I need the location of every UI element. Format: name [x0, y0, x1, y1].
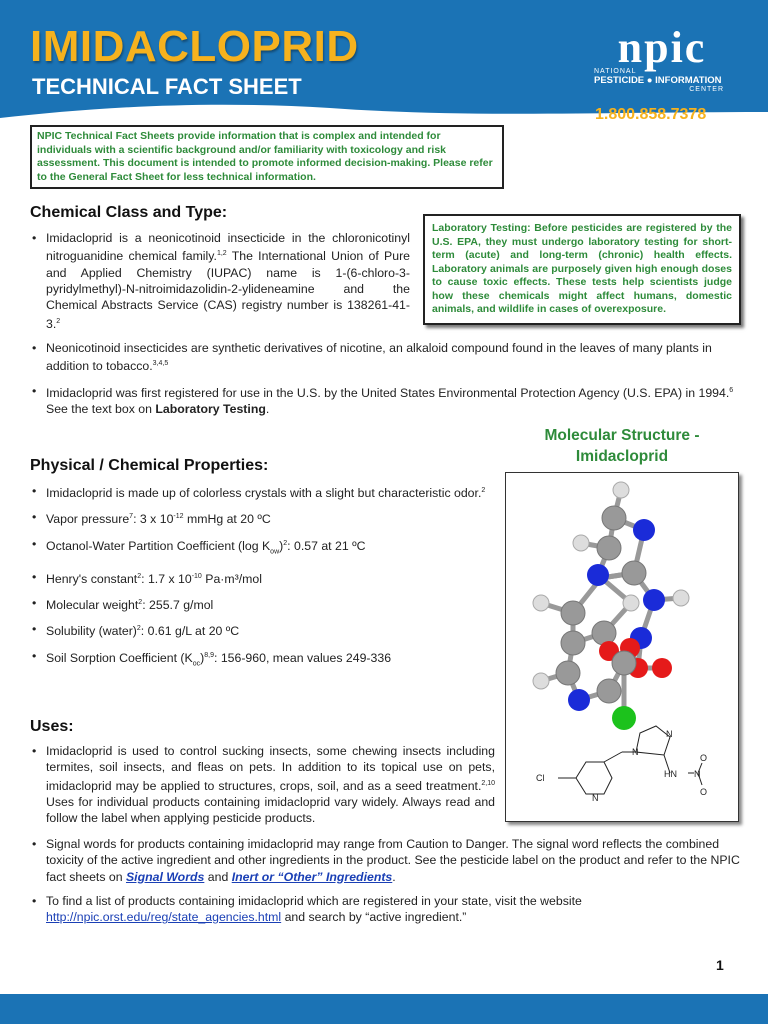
list-item: • Vapor pressure$^7$: 3 x $10^{-12}$ mmHg at 20 ºC	[30, 509, 495, 527]
list-item: • Solubility (water)$^2$: 0.61 g/L at 20 ºC	[30, 621, 495, 639]
signal-words-link[interactable]: Signal Words	[125, 869, 205, 884]
list-item: • Imidacloprid was first registered for use in the U.S. by the United States Environmental Protection Agency (U.S. EPA) in 1994.$^6$ See the text box on Laboratory Testing.	[30, 383, 740, 418]
atom-n-ring1: N	[632, 747, 639, 757]
molecular-structure-image	[505, 472, 739, 822]
list-item: • Imidacloprid is used to control sucking insects, some chewing insects including termites, soil insects, and fleas on pets. In addition to its topical use on pets, imidacloprid may be applied to structures, crops, soil, and as a seed treatment.$^{2,10}$ Uses for individual products containing imidacloprid vary widely. Always read and follow the label when applying pesticide products.	[30, 743, 495, 827]
molecular-structure-title: Molecular Structure - Imidacloprid	[544, 427, 700, 465]
logo-sub-center: CENTER	[689, 86, 724, 93]
laboratory-testing-box: Laboratory Testing: Before pesticides are registered by the U.S. EPA, they must undergo laboratory testing for short-term (acute) and long-term (chronic) health effects. Laboratory animals are purposely given high enough doses to cause toxic effects. These tests help scientists judge how these chemicals might affect humans, domestic animals, and wildlife in cases of overexposure.	[423, 214, 741, 325]
uses-list-a	[30, 743, 495, 835]
list-item: • Neonicotinoid insecticides are synthetic derivatives of nicotine, an alkaloid compound found in the leaves of many plants in addition to tobacco.$^{3,4,5}$	[30, 340, 740, 375]
atom-n-pyridine: N	[592, 793, 599, 803]
header-banner	[0, 0, 768, 130]
atom-cl: Cl	[536, 773, 545, 783]
physical-properties-heading: Physical / Chemical Properties:	[30, 457, 269, 474]
state-agencies-link[interactable]: http://npic.orst.edu/reg/state_agencies.html	[46, 910, 282, 925]
uses-list-b	[30, 836, 740, 933]
page-title: IMIDACLOPRID	[30, 22, 359, 71]
chemical-class-heading: Chemical Class and Type:	[30, 204, 228, 221]
phone-number[interactable]: 1.800.858.7378	[595, 106, 707, 123]
atom-o2: O	[700, 787, 708, 797]
list-item: • Signal words for products containing imidacloprid may range from Caution to Danger. The signal word reflects the combined toxicity of the active ingredient and other ingredients in the product. See the pesticide label on the product and refer to the NPIC fact sheets on Signal Words and Inert or “Other” Ingredients.	[30, 836, 740, 885]
footer-bar	[0, 994, 768, 1024]
list-item: • To find a list of products containing imidacloprid which are registered in your state, visit the website http://npic.orst.edu/reg/state_agencies.html and search by “active ingredient.”	[30, 893, 740, 926]
list-item: • Henry's constant$^2$: 1.7 x $10^{-10}$ Pa·m³/mol	[30, 569, 495, 587]
atom-o1: O	[700, 753, 708, 763]
list-item: • Imidacloprid is made up of colorless crystals with a slight but characteristic odor.$^2$	[30, 483, 495, 501]
intro-notice-box: NPIC Technical Fact Sheets provide information that is complex and intended for individuals with a scientific background and/or familiarity with toxicology and risk assessment. This document is intended to promote informed decision-making. Please refer to the General Fact Sheet for less technical information.	[30, 125, 504, 189]
page-number: 1	[716, 957, 724, 973]
atom-n-nitro: N	[694, 769, 701, 779]
logo-text: npic	[617, 23, 707, 72]
inert-ingredients-link[interactable]: Inert or “Other” Ingredients	[231, 869, 393, 884]
molecule-3d-model	[506, 473, 738, 821]
atom-hn: HN	[664, 769, 677, 779]
page-subtitle: TECHNICAL FACT SHEET	[32, 74, 302, 99]
logo-sub-pesticide: PESTICIDE ● INFORMATION	[594, 75, 722, 86]
physical-properties-list	[30, 483, 495, 681]
atom-n-ring2: N	[666, 729, 673, 739]
chemical-class-list-b	[30, 340, 740, 425]
list-item: • Molecular weight$^2$: 255.7 g/mol	[30, 595, 495, 613]
list-item: • Imidacloprid is a neonicotinoid insecticide in the chloronicotinyl nitroguanidine chemical family.$^{1,2}$ The International Union of Pure and Applied Chemistry (IUPAC) name is 1-(6-chloro-3-pyridylmethyl)-N-nitroimidazolidin-2-ylideneamine and the Chemical Abstracts Service (CAS) registry number is 138261-41-3.$^2$	[30, 230, 410, 332]
npic-logo[interactable]	[592, 23, 732, 94]
chemical-class-list-a	[30, 230, 410, 340]
logo-sub-national: NATIONAL	[594, 68, 637, 75]
list-item: • Octanol-Water Partition Coefficient (log $K_{ow})^2$: 0.57 at 21 ºC	[30, 536, 495, 561]
uses-heading: Uses:	[30, 718, 74, 735]
list-item: • Soil Sorption Coefficient $(K_{oc})^{8,9}$: 156-960, mean values 249-336	[30, 648, 495, 673]
